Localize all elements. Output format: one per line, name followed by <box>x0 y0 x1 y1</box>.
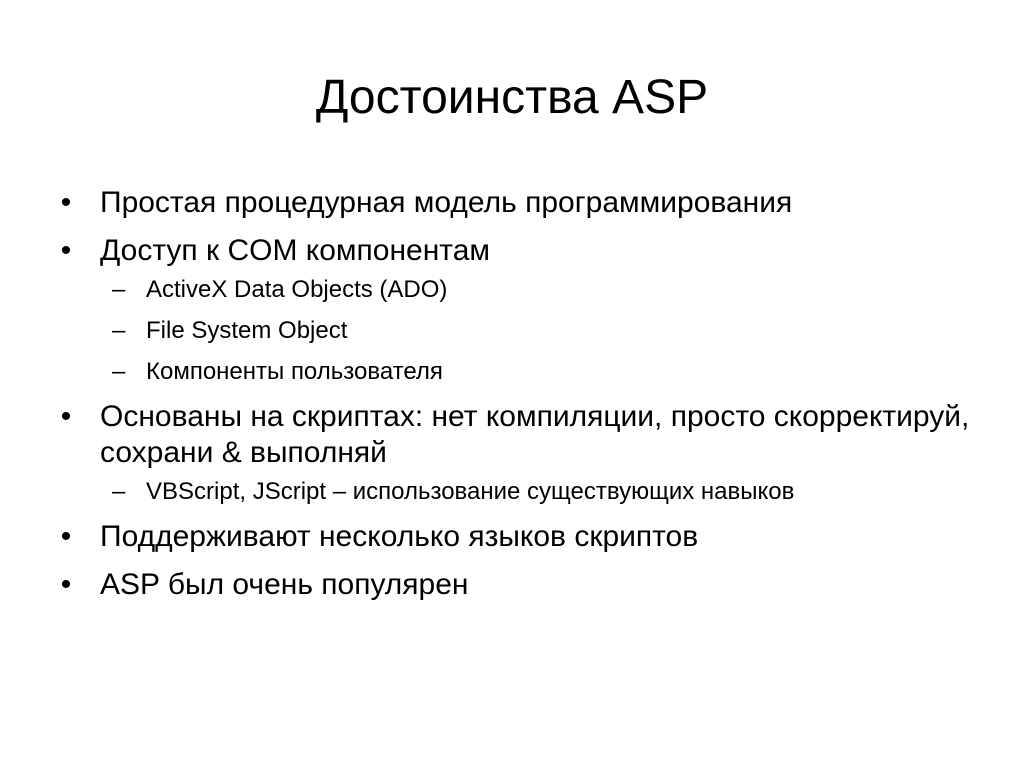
bullet-marker: • <box>60 400 72 433</box>
bullet-item <box>56 399 976 507</box>
slide-title: Достоинства ASP <box>315 71 709 124</box>
sub-item-text: File System Object <box>146 317 348 344</box>
sub-list <box>56 477 976 507</box>
bullet-marker: • <box>60 520 72 553</box>
sub-item <box>56 316 976 346</box>
bullet-list <box>56 185 976 615</box>
dash-marker: – <box>112 317 126 344</box>
sub-item-text: VBScript, JScript – использование существующих навыков <box>146 478 795 505</box>
sub-item <box>56 357 976 387</box>
bullet-text: Поддерживают несколько языков скриптов <box>100 520 699 553</box>
sub-item-text: Компоненты пользователя <box>146 358 443 385</box>
sub-item <box>56 477 976 507</box>
dash-marker: – <box>112 358 126 385</box>
bullet-text: Основаны на скриптах: нет компиляции, просто скорректируй, сохрани & выполняй <box>100 400 970 469</box>
sub-item-text: ActiveX Data Objects (ADO) <box>146 276 448 303</box>
bullet-text: Простая процедурная модель программирования <box>100 186 793 219</box>
bullet-item <box>56 567 976 603</box>
bullet-item <box>56 519 976 555</box>
bullet-item <box>56 185 976 221</box>
sub-list <box>56 275 976 387</box>
dash-marker: – <box>112 478 126 505</box>
bullet-text: Доступ к COM компонентам <box>100 234 491 267</box>
bullet-text: ASP был очень популярен <box>100 568 469 601</box>
dash-marker: – <box>112 276 126 303</box>
bullet-marker: • <box>60 186 72 219</box>
bullet-marker: • <box>60 234 72 267</box>
sub-item <box>56 275 976 305</box>
bullet-item <box>56 233 976 387</box>
bullet-marker: • <box>60 568 72 601</box>
